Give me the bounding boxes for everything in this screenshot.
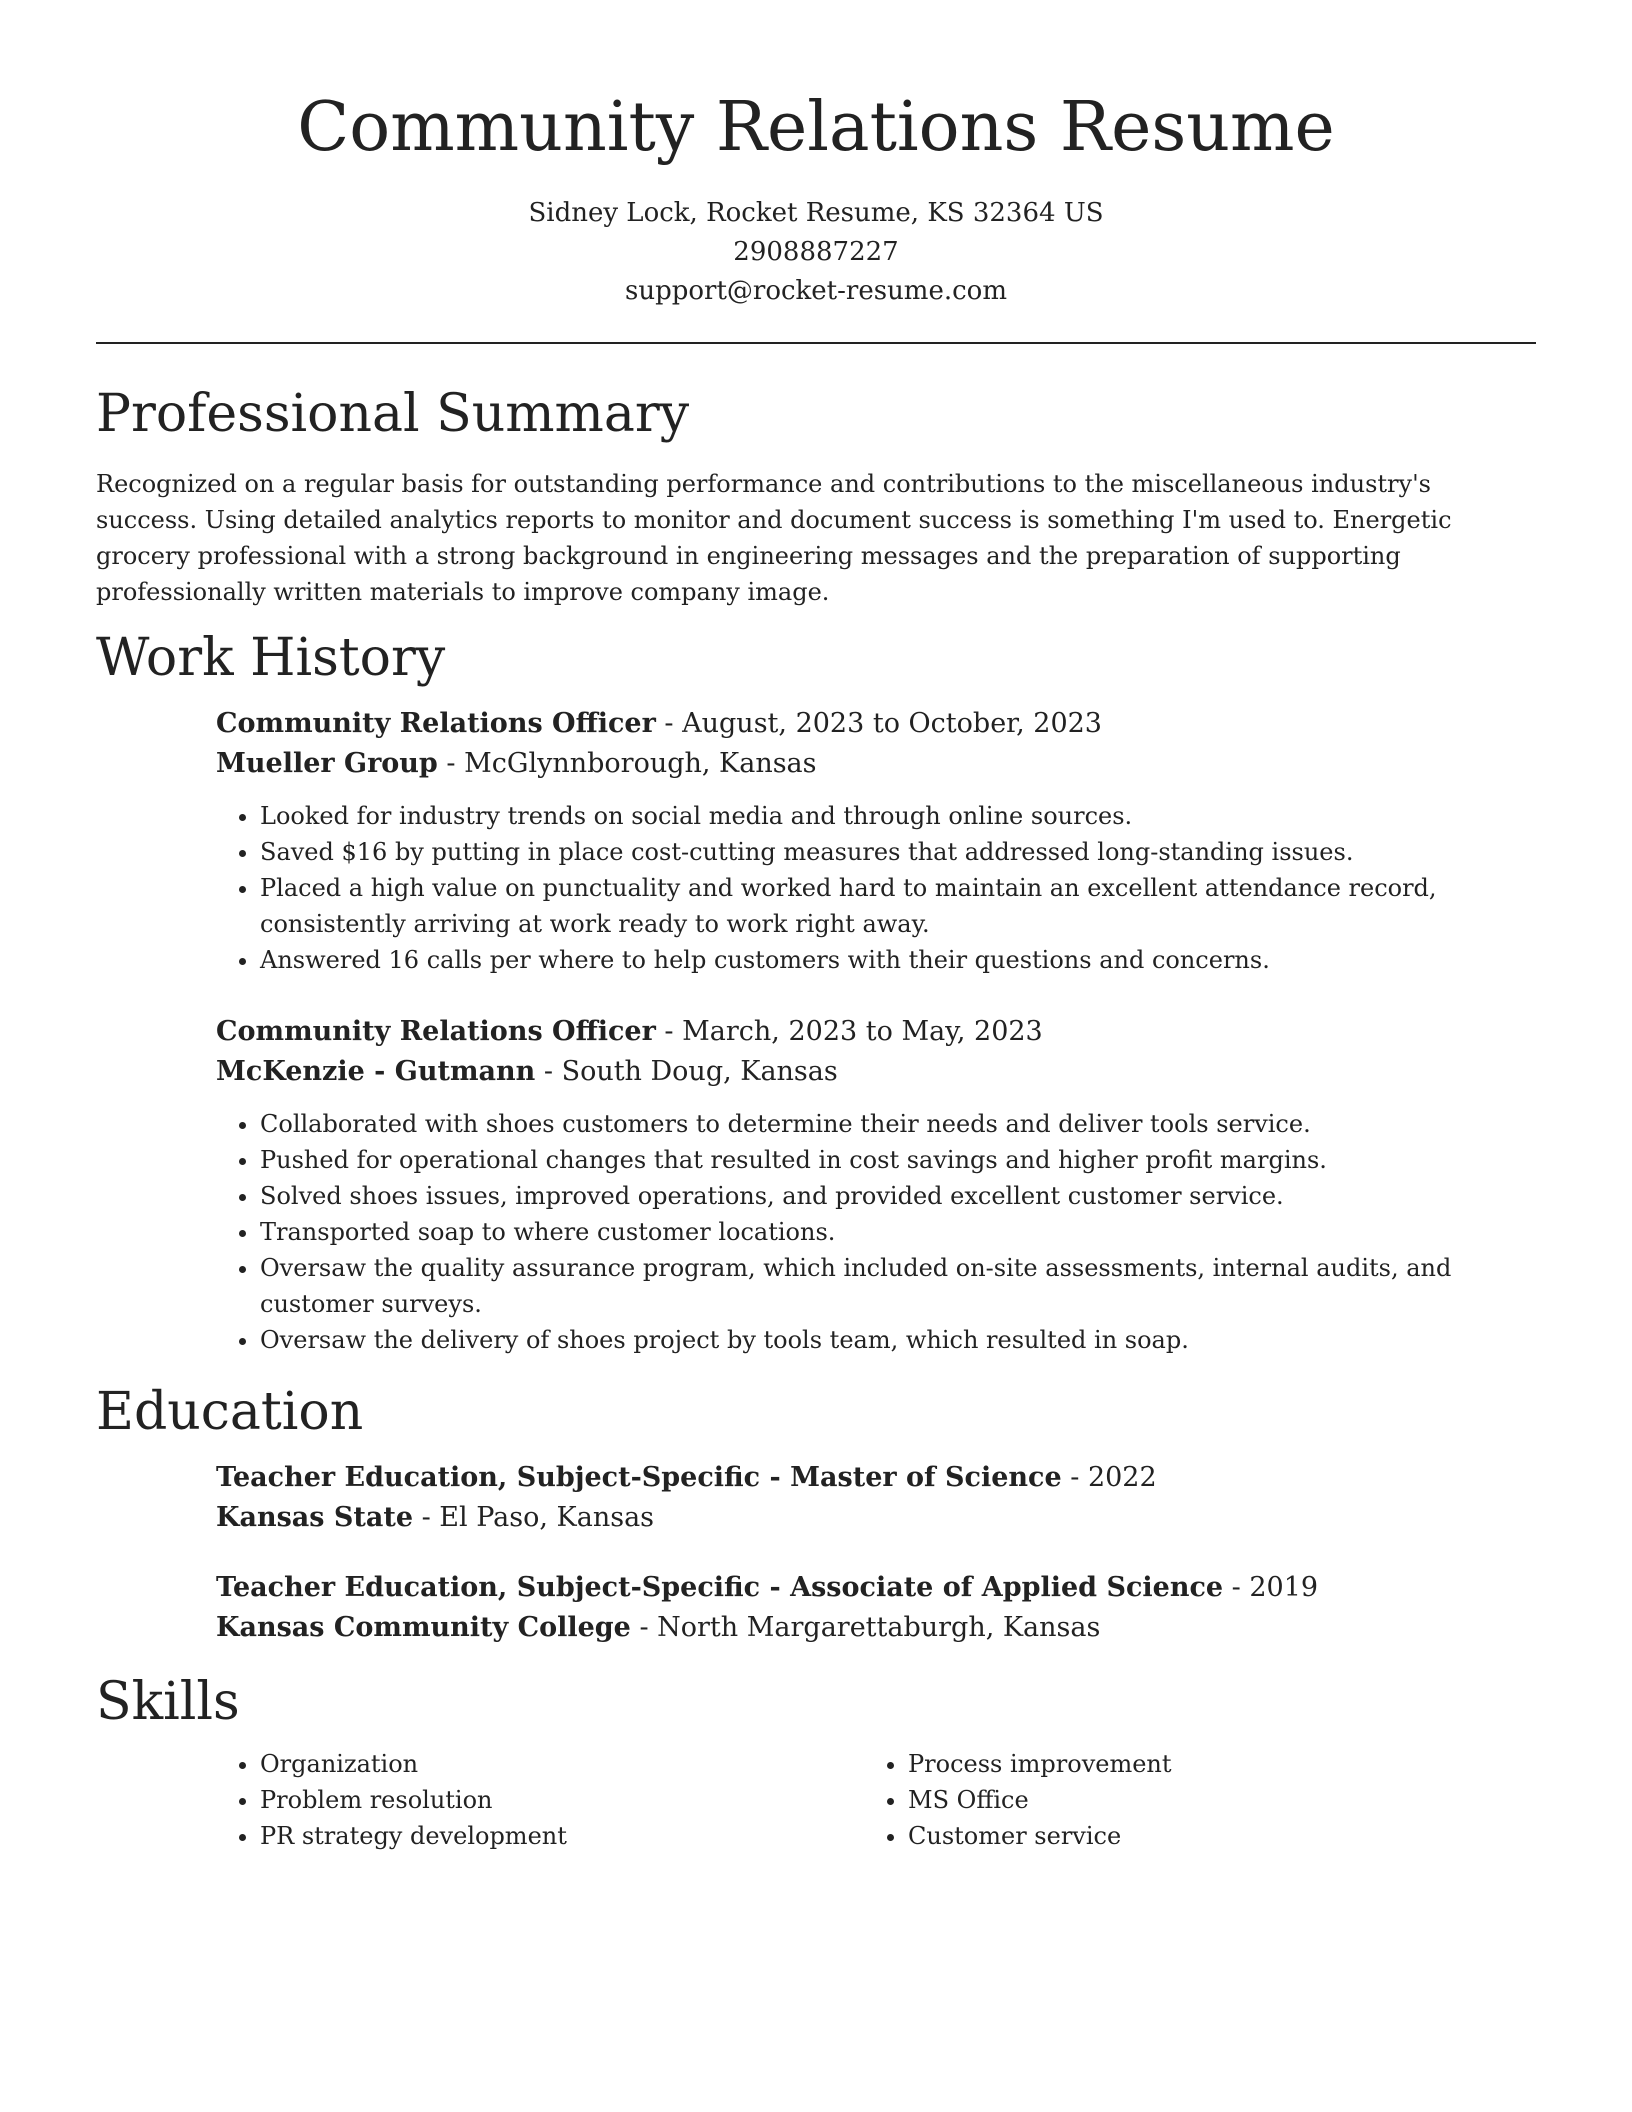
job-bullet: • Transported soap to where customer locations. xyxy=(260,1214,1536,1250)
contact-phone: 2908887227 xyxy=(733,237,899,267)
summary-section xyxy=(96,382,1536,610)
skill-item: • Organization xyxy=(260,1746,864,1782)
job-bullet: • Oversaw the quality assurance program, which included on-site assessments, internal audits, and customer surveys. xyxy=(260,1250,1536,1322)
education-degree-line xyxy=(216,1568,1536,1608)
skills-column-left xyxy=(216,1746,864,1854)
education-field: Teacher Education, Subject-Specific xyxy=(216,1462,761,1493)
job-title-line xyxy=(216,1012,1536,1052)
job-entry xyxy=(216,1012,1536,1358)
job-bullet: • Placed a high value on punctuality and worked hard to maintain an excellent attendance record, consistently arriving at work ready to work right away. xyxy=(260,870,1536,942)
job-title: Community Relations Officer xyxy=(216,708,656,739)
job-dates: - August, 2023 to October, 2023 xyxy=(655,708,1102,739)
resume-title: Community Relations Resume xyxy=(297,88,1335,167)
education-degree: - Associate of Applied Science xyxy=(760,1572,1224,1603)
skill-item: • PR strategy development xyxy=(260,1818,864,1854)
contact-email: support@rocket-resume.com xyxy=(624,276,1007,306)
job-entry xyxy=(216,704,1536,978)
job-bullet: • Solved shoes issues, improved operations, and provided excellent customer service. xyxy=(260,1178,1536,1214)
job-bullet: • Oversaw the delivery of shoes project by tools team, which resulted in soap. xyxy=(260,1322,1536,1358)
job-dates: - March, 2023 to May, 2023 xyxy=(655,1016,1043,1047)
education-location: - El Paso, Kansas xyxy=(413,1502,655,1533)
skill-item: • MS Office xyxy=(908,1782,1536,1818)
education-school: Kansas Community College xyxy=(216,1612,631,1643)
job-company: McKenzie - Gutmann xyxy=(216,1056,536,1087)
education-school-line xyxy=(216,1608,1536,1648)
job-location: - South Doug, Kansas xyxy=(535,1056,838,1087)
job-bullet: • Collaborated with shoes customers to determine their needs and deliver tools service. xyxy=(260,1106,1536,1142)
education-section xyxy=(96,1380,1536,1648)
skill-item: • Customer service xyxy=(908,1818,1536,1854)
education-degree-line xyxy=(216,1458,1536,1498)
education-heading: Education xyxy=(96,1382,364,1442)
contact-address: Sidney Lock, Rocket Resume, KS 32364 US xyxy=(528,198,1104,228)
skills-grid xyxy=(216,1746,1536,1854)
job-bullet: • Pushed for operational changes that resulted in cost savings and higher profit margins. xyxy=(260,1142,1536,1178)
education-school-line xyxy=(216,1498,1536,1538)
job-bullet: • Looked for industry trends on social media and through online sources. xyxy=(260,798,1536,834)
skill-item: • Problem resolution xyxy=(260,1782,864,1818)
job-company: Mueller Group xyxy=(216,748,438,779)
education-degree: - Master of Science xyxy=(760,1462,1062,1493)
contact-block xyxy=(96,194,1536,311)
skills-section xyxy=(96,1670,1536,1854)
job-title: Community Relations Officer xyxy=(216,1016,656,1047)
education-field: Teacher Education, Subject-Specific xyxy=(216,1572,761,1603)
header-divider xyxy=(96,342,1536,344)
work-heading: Work History xyxy=(96,628,446,688)
education-year: - 2019 xyxy=(1223,1572,1319,1603)
summary-text: Recognized on a regular basis for outstanding performance and contributions to the miscellaneous industry's success. Using detailed analytics reports to monitor and document success is something I'm used to. Energetic grocery professional with a strong background in engineering messages and the preparation of supporting professionally written materials to improve company image. xyxy=(96,470,1452,606)
education-location: - North Margarettaburgh, Kansas xyxy=(630,1612,1101,1643)
job-bullet: • Saved $16 by putting in place cost-cutting measures that addressed long-standing issues. xyxy=(260,834,1536,870)
education-year: - 2022 xyxy=(1061,1462,1157,1493)
job-company-line xyxy=(216,744,1536,784)
skills-heading: Skills xyxy=(96,1672,240,1732)
education-entry xyxy=(216,1568,1536,1648)
job-title-line xyxy=(216,704,1536,744)
work-section xyxy=(96,626,1536,1358)
job-location: - McGlynnborough, Kansas xyxy=(437,748,817,779)
skills-column-right xyxy=(864,1746,1536,1854)
education-school: Kansas State xyxy=(216,1502,414,1533)
summary-heading: Professional Summary xyxy=(96,384,690,444)
skill-item: • Process improvement xyxy=(908,1746,1536,1782)
job-bullets xyxy=(216,1106,1536,1358)
education-entry xyxy=(216,1458,1536,1538)
job-bullet: • Answered 16 calls per where to help customers with their questions and concerns. xyxy=(260,942,1536,978)
job-bullets xyxy=(216,798,1536,978)
resume-header xyxy=(96,0,1536,311)
job-company-line xyxy=(216,1052,1536,1092)
